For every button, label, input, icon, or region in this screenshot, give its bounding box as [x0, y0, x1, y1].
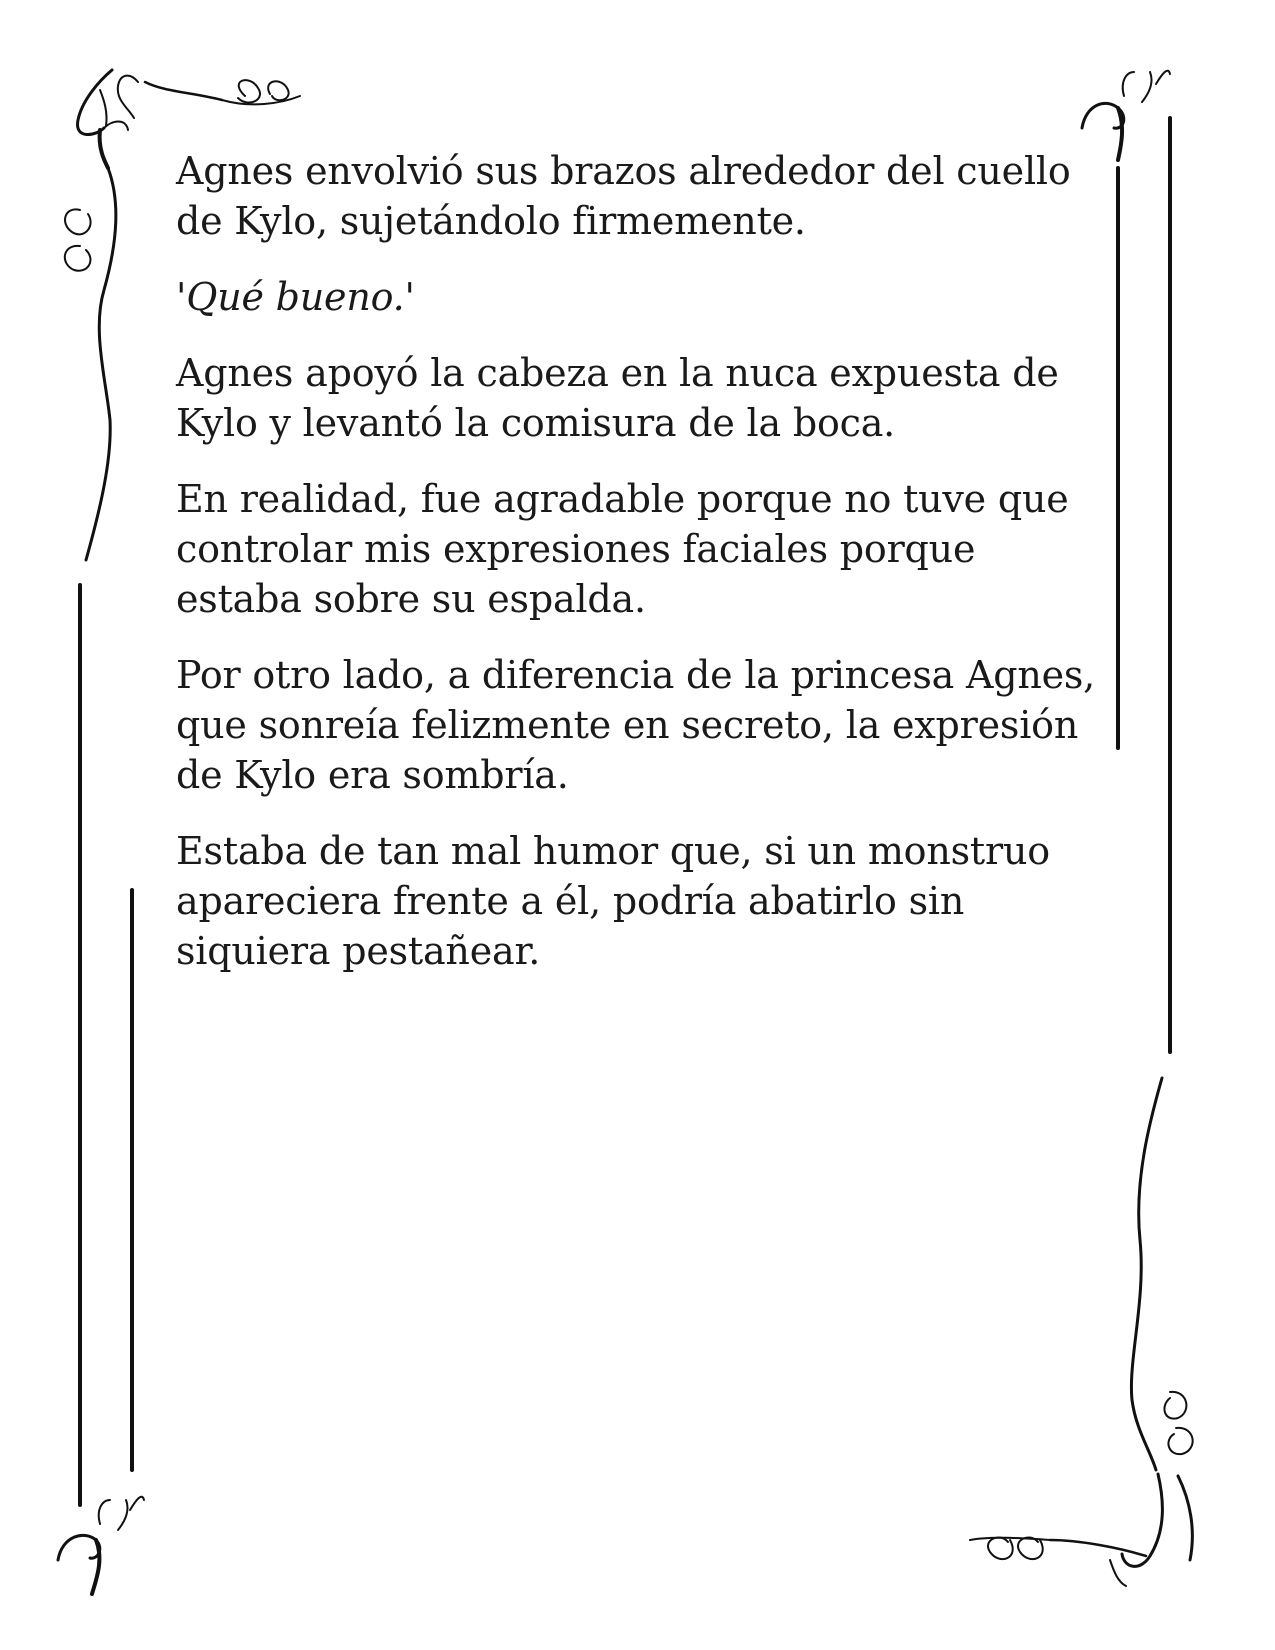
paragraph-6: Estaba de tan mal humor que, si un monstruo apareciera frente a él, podría abatirlo sin siquiera pestañear.	[176, 829, 1050, 973]
page-text	[176, 146, 1106, 1002]
paragraph-3: Agnes apoyó la cabeza en la nuca expuesta de Kylo y levantó la comisura de la boca.	[176, 351, 1059, 445]
paragraph-1: Agnes envolvió sus brazos alrededor del cuello de Kylo, sujetándolo firmemente.	[176, 149, 1071, 243]
paragraph-4: En realidad, fue agradable porque no tuve que controlar mis expresiones faciales porque estaba sobre su espalda.	[176, 477, 1069, 621]
paragraph-5: Por otro lado, a diferencia de la princesa Agnes, que sonreía felizmente en secreto, la expresión de Kylo era sombría.	[176, 653, 1096, 797]
bottom-right-flourish-icon	[970, 1078, 1193, 1586]
paragraph-2-thought: 'Qué bueno.'	[176, 275, 415, 319]
bottom-left-flourish-icon	[58, 1497, 144, 1594]
